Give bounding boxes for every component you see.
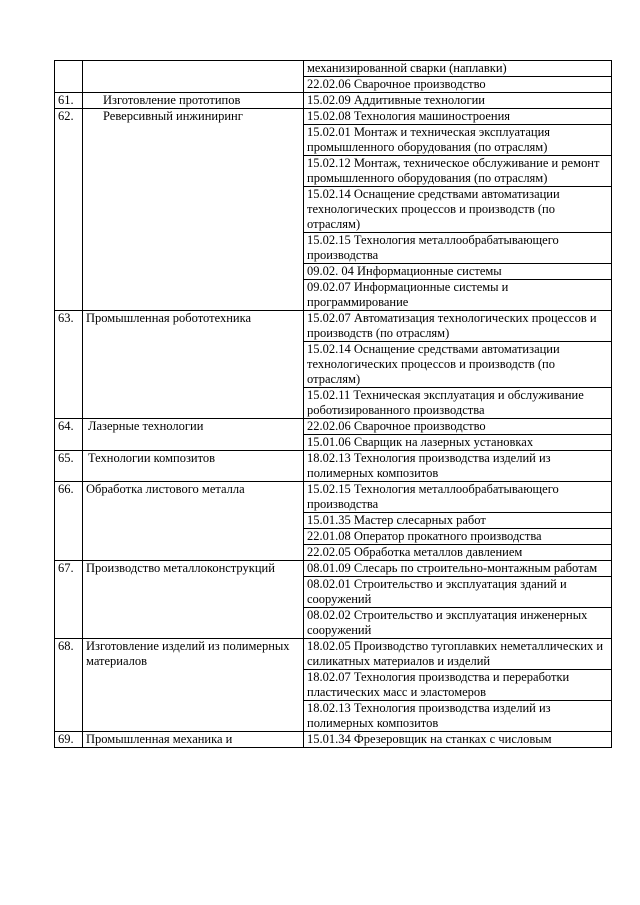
row-number: 65. [55, 451, 83, 482]
specialty-code: 18.02.07 Технология производства и переработки пластических масс и эластомеров [304, 670, 612, 701]
specialty-code: 15.02.14 Оснащение средствами автоматизации технологических процессов и производств (по отраслям) [304, 342, 612, 388]
competency-name: Промышленная робототехника [83, 311, 304, 419]
specialty-code: механизированной сварки (наплавки) [304, 61, 612, 77]
competency-name: Промышленная механика и [83, 732, 304, 748]
table-row [55, 311, 612, 342]
specialty-code: 08.01.09 Слесарь по строительно-монтажным работам [304, 561, 612, 577]
specialty-code: 15.02.12 Монтаж, техническое обслуживание и ремонт промышленного оборудования (по отраслям) [304, 156, 612, 187]
competency-name: Производство металлоконструкций [83, 561, 304, 639]
competency-name: Технологии композитов [83, 451, 304, 482]
row-number: 62. [55, 109, 83, 311]
row-number: 69. [55, 732, 83, 748]
competency-name: Обработка листового металла [83, 482, 304, 561]
row-number: 68. [55, 639, 83, 732]
table-row [55, 61, 612, 77]
table-row [55, 109, 612, 125]
specialty-code: 18.02.05 Производство тугоплавких неметаллических и силикатных материалов и изделий [304, 639, 612, 670]
specialty-code: 15.02.01 Монтаж и техническая эксплуатация промышленного оборудования (по отраслям) [304, 125, 612, 156]
specialty-code: 22.02.06 Сварочное производство [304, 77, 612, 93]
specialty-code: 22.01.08 Оператор прокатного производства [304, 529, 612, 545]
specialty-code: 15.02.15 Технология металлообрабатывающего производства [304, 482, 612, 513]
specialty-code: 15.02.07 Автоматизация технологических процессов и производств (по отраслям) [304, 311, 612, 342]
table-row [55, 561, 612, 577]
specialty-code: 15.02.11 Техническая эксплуатация и обслуживание роботизированного производства [304, 388, 612, 419]
specialty-code: 09.02. 04 Информационные системы [304, 264, 612, 280]
row-number: 64. [55, 419, 83, 451]
table-row [55, 451, 612, 482]
table-row [55, 482, 612, 513]
specialty-code: 22.02.05 Обработка металлов давлением [304, 545, 612, 561]
specialty-code: 15.01.06 Сварщик на лазерных установках [304, 435, 612, 451]
table-row [55, 93, 612, 109]
table-row [55, 732, 612, 748]
competency-name: Реверсивный инжиниринг [83, 109, 304, 311]
specialty-code: 15.02.15 Технология металлообрабатывающего производства [304, 233, 612, 264]
table-row [55, 419, 612, 435]
specialty-code: 18.02.13 Технология производства изделий из полимерных композитов [304, 451, 612, 482]
specialty-code: 15.02.08 Технология машиностроения [304, 109, 612, 125]
specialty-code: 15.01.34 Фрезеровщик на станках с числовым [304, 732, 612, 748]
competency-name: Изготовление изделий из полимерных материалов [83, 639, 304, 732]
table-body [55, 61, 612, 748]
specialty-code: 15.02.09 Аддитивные технологии [304, 93, 612, 109]
specialty-code: 09.02.07 Информационные системы и программирование [304, 280, 612, 311]
specialty-code: 22.02.06 Сварочное производство [304, 419, 612, 435]
specialty-code: 18.02.13 Технология производства изделий из полимерных композитов [304, 701, 612, 732]
competency-name: Изготовление прототипов [83, 93, 304, 109]
row-number: 61. [55, 93, 83, 109]
row-number: 66. [55, 482, 83, 561]
specialties-table [54, 60, 612, 748]
specialty-code: 15.02.14 Оснащение средствами автоматизации технологических процессов и производств (по отраслям) [304, 187, 612, 233]
specialty-code: 08.02.02 Строительство и эксплуатация инженерных сооружений [304, 608, 612, 639]
row-number: 67. [55, 561, 83, 639]
specialty-code: 08.02.01 Строительство и эксплуатация зданий и сооружений [304, 577, 612, 608]
table-row [55, 639, 612, 670]
row-number: 63. [55, 311, 83, 419]
competency-name: Лазерные технологии [83, 419, 304, 451]
row-number [55, 61, 83, 93]
competency-name [83, 61, 304, 93]
specialty-code: 15.01.35 Мастер слесарных работ [304, 513, 612, 529]
